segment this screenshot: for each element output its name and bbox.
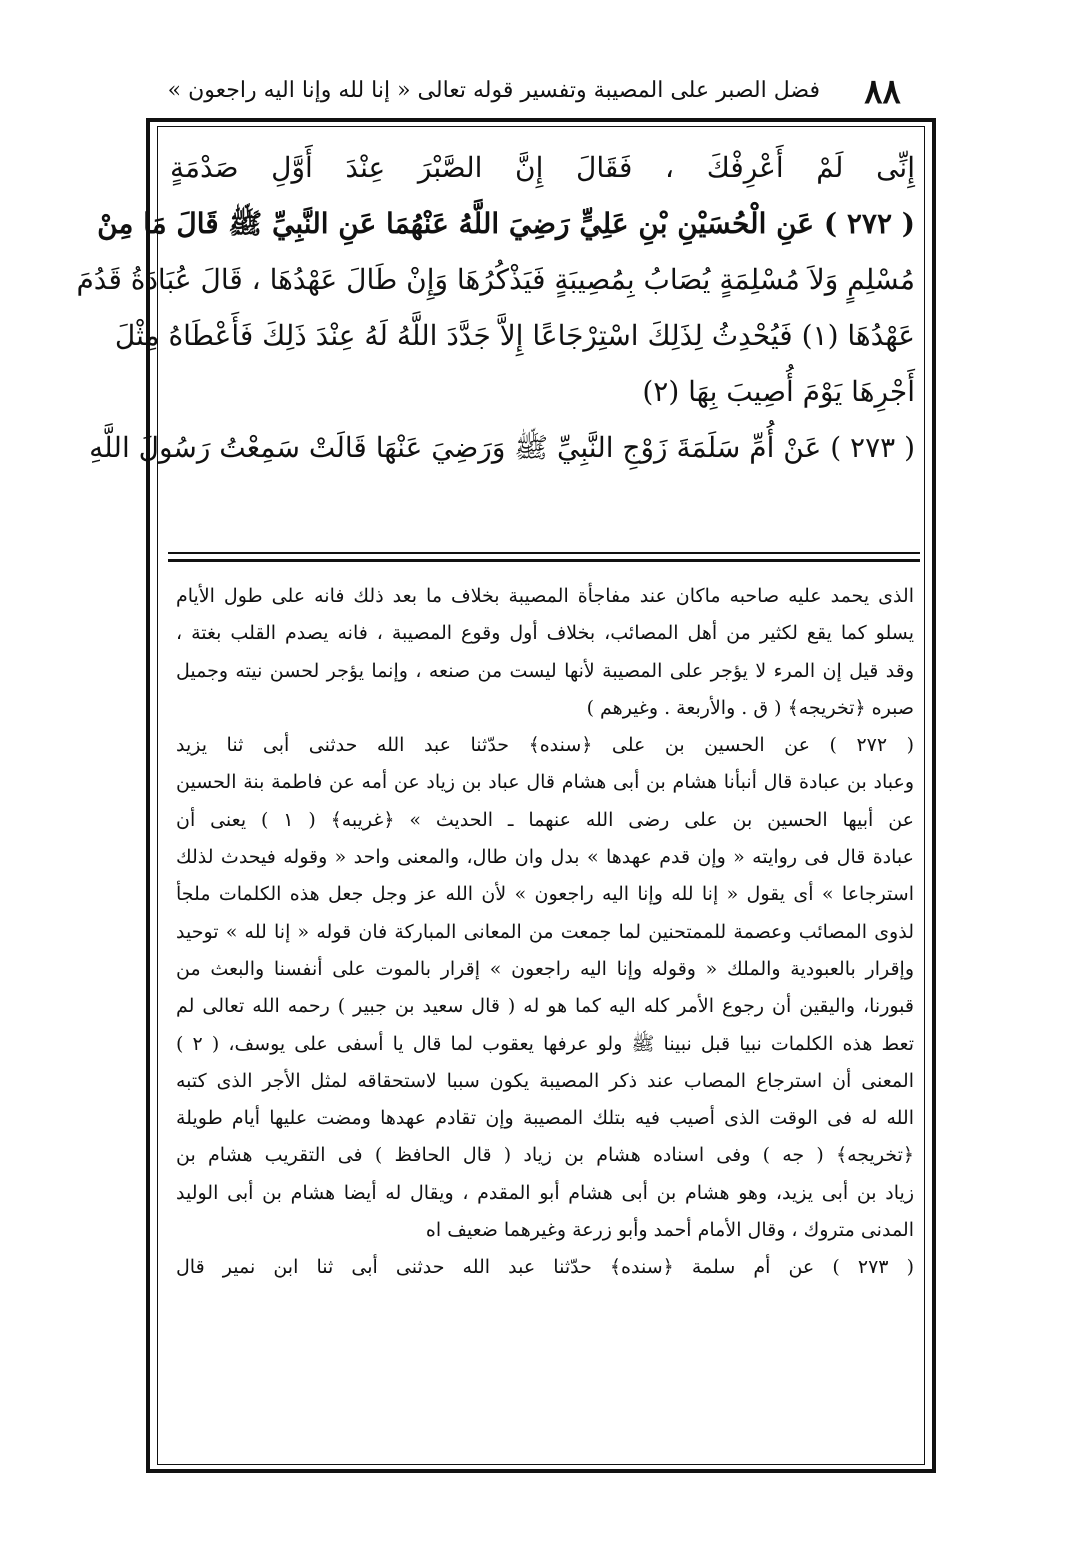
commentary-line: المعنى أن استرجاع المصاب عند ذكر المصيبة يكون سببا لاستحقاقه لمثل الأجر الذى كتبه [176,1069,914,1092]
commentary-line: قبورنا، واليقين أن رجوع الأمر كله اليه كما هو له ( قال سعيد بن جبير ) رحمه الله تعالى لم [176,995,914,1018]
commentary-line: وعباد بن عبادة قال أنبأنا هشام بن أبى هشام قال عباد بن زياد عن أمه عن فاطمة بنة الحسين [176,771,914,794]
main-text-line: ( ٢٧٣ ) عَنْ أُمِّ سَلَمَةَ زَوْجِ النَّبِيِّ ﷺ وَرَضِيَ عَنْهَا قَالَتْ سَمِعْتُ رَسُولَ اللَّهِ [89,431,915,464]
main-text-line: أَجْرِهَا يَوْمَ أُصِيبَ بِهَا (٢) [642,375,915,408]
commentary-line: لذوى المصائب وعصمة للممتحنين لما جمعت من المعانى المباركة فان قوله « إنا لله » توحيد [176,920,914,943]
main-text-line: مُسْلِمٍ وَلاَ مُسْلِمَةٍ يُصَابُ بِمُصِيبَةٍ فَيَذْكُرُهَا وَإِنْ طَالَ عَهْدُهَا ، قَالَ عُبَادَةُ قَدُمَ [76,263,915,296]
commentary-line: الذى يحمد عليه صاحبه ماكان عند مفاجأة المصيبة بخلاف ما بعد ذلك فانه على طول الأيام [176,585,914,607]
main-text-line: ( ٢٧٢ ) عَنِ الْحُسَيْنِ بْنِ عَلِيٍّ رَضِيَ اللَّهُ عَنْهُمَا عَنِ النَّبِيِّ ﷺ قَالَ مَا مِنْ [97,207,915,240]
commentary-line: استرجاعا » أى يقول « إنا لله وإنا اليه راجعون » لأن الله عز وجل جعل هذه الكلمات ملجأ [176,883,914,906]
commentary-line: تعط هذه الكلمات نبيا قبل نبينا ﷺ ولو عرفها يعقوب لما قال يا أسفى على يوسف، ( ٢ ) [176,1032,914,1055]
main-text-line: إِنِّى لَمْ أَعْرِفْكَ ، فَقَالَ إِنَّ الصَّبْرَ عِنْدَ أَوَّلِ صَدْمَةٍ [170,151,915,184]
running-header-title: فضل الصبر على المصيبة وتفسير قوله تعالى « إنا لله وإنا اليه راجعون » [167,78,820,103]
section-divider [168,552,920,566]
commentary-line: زياد بن أبى يزيد، وهو هشام بن أبى هشام أبو المقدم ، ويقال له أيضا هشام بن أبى الوليد [176,1181,914,1204]
commentary-text [176,578,914,1287]
commentary-line: عبادة قال فى روايته « وإن قدم عهدها » بدل وان طال، والمعنى واحد « وقوله فيحدث لذلك [176,846,914,869]
commentary-line: صبره ﴿تخريجه﴾ ( ق . والأربعة . وغيرهم ) [586,696,914,719]
main-hadith-text [76,140,915,476]
commentary-line: عن أبيها الحسين بن على رضى الله عنهما ـ الحديث » ﴿غريبه﴾ ( ١ ) يعنى أن [176,808,914,831]
page-number: ٨٨ [864,72,901,112]
commentary-line: ( ٢٧٣ ) عن أم سلمة ﴿سنده﴾ حدّثنا عبد الله حدثنى أبى ثنا ابن نمير قال [176,1256,915,1279]
commentary-line: المدنى متروك ، وقال الأمام أحمد وأبو زرعة وغيرهما ضعيف اه [425,1219,914,1242]
commentary-line: ﴿تخريجه﴾ ( جه ) وفى اسناده هشام بن زياد ( قال الحافظ ) فى التقريب هشام بن [176,1144,914,1167]
commentary-line: الله له فى الوقت الذى أصيب فيه بتلك المصيبة وإن تقادم عهدها ومضت عليها أيام طويلة [176,1107,914,1130]
commentary-line: ( ٢٧٢ ) عن الحسين بن على ﴿سنده﴾ حدّثنا عبد الله حدثنى أبى ثنا يزيد [176,734,914,757]
commentary-line: وإقرار بالعبودية والملك « وقوله وإنا اليه راجعون » إقرار بالموت على أنفسنا والبعث من [176,957,914,980]
commentary-line: وقد قيل إن المرء لا يؤجر على المصيبة لأنها ليست من صنعه ، وإنما يؤجر لحسن نيته وجميل [176,659,914,682]
main-text-line: عَهْدُهَا (١) فَيُحْدِثُ لِذَلِكَ اسْتِرْجَاعًا إِلاَّ جَدَّدَ اللَّهُ لَهُ عِنْدَ ذَلِكَ فَأَعْطَاهُ مِثْلَ [114,319,915,352]
commentary-line: يسلو كما يقع لكثير من أهل المصائب، بخلاف أول وقوع المصيبة ، فانه يصدم القلب بغتة ، [176,622,914,645]
